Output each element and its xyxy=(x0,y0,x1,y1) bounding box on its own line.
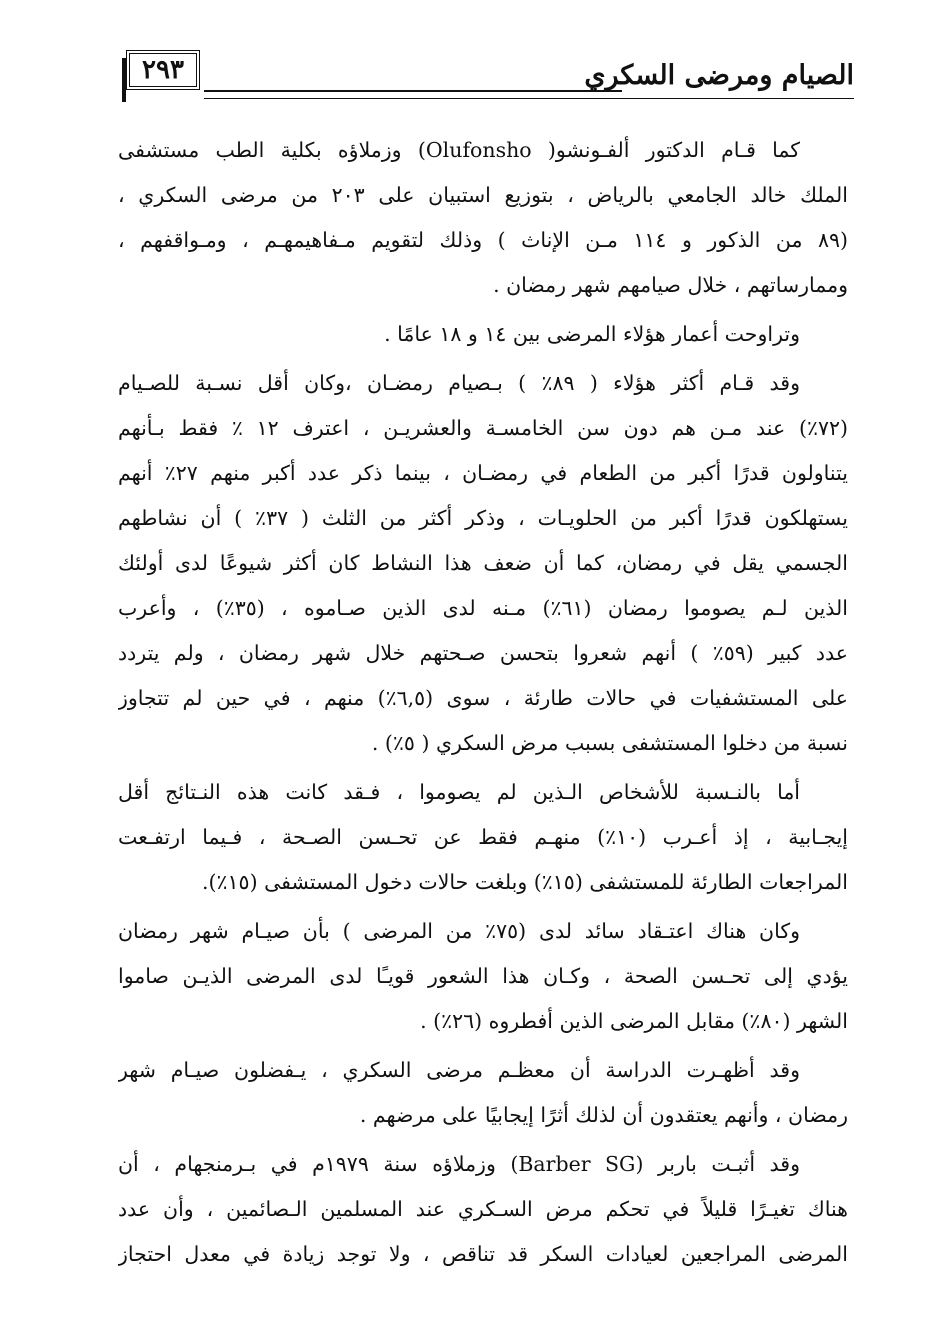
text-line: وقد أثبـت باربر (Barber SG) وزملاؤه سنة ١٩٧٩م في بـرمنجهام ، أن xyxy=(118,1152,801,1176)
text-line: وقد قـام أكثر هؤلاء ( ٨٩٪ ) بـصيام رمضـان ،وكان أقل نسـبة للصـيام xyxy=(118,371,801,395)
paragraph xyxy=(118,361,848,766)
text-line: الجسمي يقل في رمضان، كما أن ضعف هذا النشاط كان أكثر شيوعًا لدى أولئك xyxy=(118,551,848,575)
text-line: يؤدي إلى تحـسن الصحة ، وكـان هذا الشعور قويـًا لدى المرضى الذيـن صاموا xyxy=(118,964,848,988)
text-line: رمضان ، وأنهم يعتقدون أن لذلك أثرًا إيجابيًا على مرضهم . xyxy=(359,1103,848,1127)
text-line: وممارساتهم ، خلال صيامهم شهر رمضان . xyxy=(493,273,848,297)
paragraph xyxy=(118,1048,848,1138)
text-line: يتناولون قدرًا أكبر من الطعام في رمضـان ، بينما ذكر عدد أكبر منهم ٢٧٪ أنهم xyxy=(118,461,848,485)
text-line: الذين لـم يصوموا رمضان (٦١٪) مـنه لدى الذين صـاموه ، (٣٥٪) ، وأعرب xyxy=(118,596,848,620)
text-line: الملك خالد الجامعي بالرياض ، بتوزيع استبيان على ٢٠٣ من مرضى السكري ، xyxy=(118,183,848,207)
page-header xyxy=(126,44,854,102)
paragraph xyxy=(118,1142,848,1277)
paragraph xyxy=(118,312,848,357)
text-line: إيجـابية ، إذ أعـرب (١٠٪) منهـم فقط عن تحـسن الصـحة ، فـيما ارتفـعت xyxy=(118,825,848,849)
header-rule xyxy=(204,90,622,92)
text-line: يستهلكون قدرًا أكبر من الحلويـات ، وذكر أكثر من الثلث ( ٣٧٪ ) أن نشاطهم xyxy=(118,506,848,530)
text-line: كما قـام الدكتور ألفـونشو( Olufonsho) وزملاؤه بكلية الطب مستشفى xyxy=(118,138,801,162)
running-title: الصيام ومرضى السكري xyxy=(584,60,854,91)
text-line: هناك تغيـرًا قليلاً في تحكم مرض السـكري عند المسلمين الـصائمين ، وأن عدد xyxy=(118,1197,848,1221)
paragraph xyxy=(118,909,848,1044)
page-number: ٢٩٣ xyxy=(126,50,200,90)
text-line: على المستشفيات في حالات طارئة ، سوى (٦,٥٪) منهم ، في حين لم تتجاوز xyxy=(118,686,848,710)
text-line: (٨٩ من الذكور و ١١٤ مـن الإناث ) وذلك لتقويم مـفاهيمهـم ، ومـواقفهم ، xyxy=(118,228,848,252)
text-line: أما بالنـسبة للأشخاص الـذين لم يصوموا ، فـقد كانت هذه النـتائج أقل xyxy=(118,780,800,804)
paragraph xyxy=(118,770,848,905)
paragraph xyxy=(118,128,848,308)
text-line: وقد أظهـرت الدراسة أن معظـم مرضى السكري ، يـفضلون صيـام شهر xyxy=(118,1058,800,1082)
text-line: (٧٢٪) عند مـن هم دون سن الخامسـة والعشريـن ، اعترف ١٢ ٪ فقط بـأنهم xyxy=(118,416,848,440)
text-line: نسبة من دخلوا المستشفى بسبب مرض السكري ( ٥٪) . xyxy=(371,731,848,755)
text-line: وتراوحت أعمار هؤلاء المرضى بين ١٤ و ١٨ عامًا . xyxy=(384,322,800,346)
page-body xyxy=(118,128,848,1277)
text-line: عدد كبير (٥٩٪ ) أنهم شعروا بتحسن صـحتهم خلال شهر رمضان ، ولم يتردد xyxy=(118,641,848,665)
text-line: المراجعات الطارئة للمستشفى (١٥٪) وبلغت حالات دخول المستشفى (١٥٪). xyxy=(202,870,848,894)
text-line: وكان هناك اعتـقاد سائد لدى (٧٥٪ من المرضى ) بأن صيـام شهر رمضان xyxy=(118,919,801,943)
text-line: الشهر (٨٠٪) مقابل المرضى الذين أفطروه (٢٦٪) . xyxy=(420,1009,848,1033)
text-line: المرضى المراجعين لعيادات السكر قد تناقص ، ولا توجد زيادة في معدل احتجاز xyxy=(118,1242,848,1266)
header-rule-underline xyxy=(204,98,854,99)
